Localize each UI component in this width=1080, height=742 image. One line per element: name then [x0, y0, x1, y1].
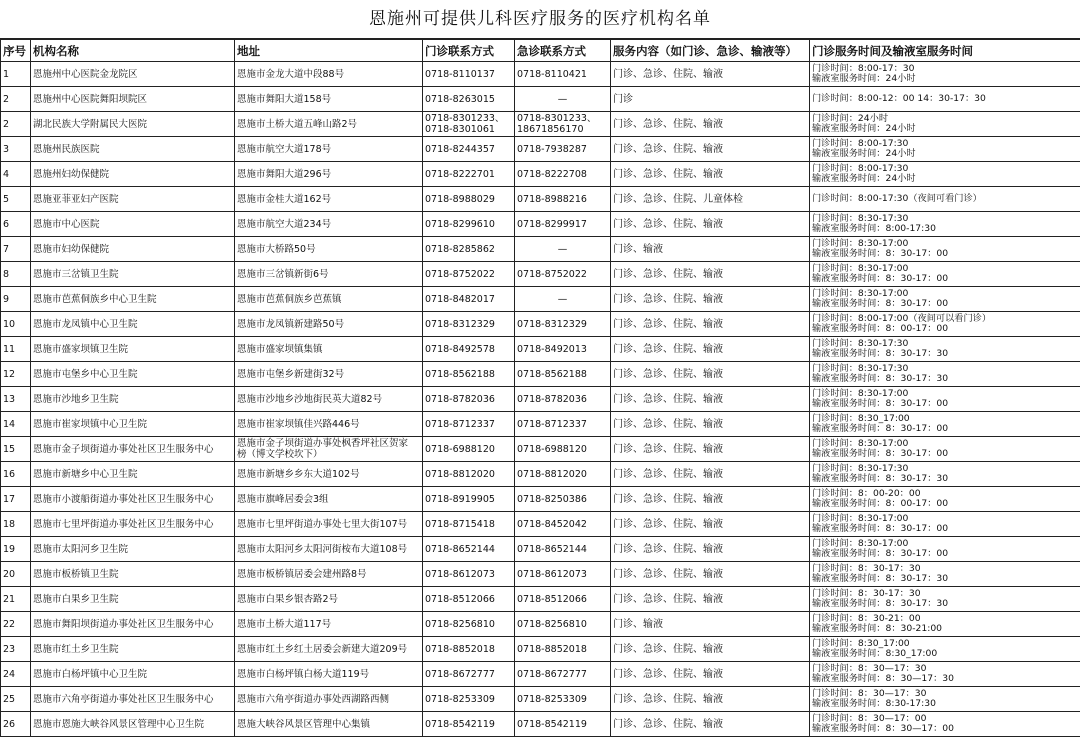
row-number: 22	[1, 612, 31, 637]
address: 恩施市土桥大道五峰山路2号	[235, 112, 423, 137]
institution-name: 恩施市龙凤镇中心卫生院	[31, 312, 235, 337]
table-row	[1, 337, 1080, 362]
col-header-no: 序号	[1, 40, 31, 62]
services: 门诊、急诊、住院、输液	[611, 712, 810, 737]
institution-name: 恩施市红土乡卫生院	[31, 637, 235, 662]
row-number: 11	[1, 337, 31, 362]
emergency-phone: 0718-6988120	[515, 437, 611, 462]
services: 门诊、急诊、住院、输液	[611, 262, 810, 287]
row-number: 2	[1, 112, 31, 137]
page-title: 恩施州可提供儿科医疗服务的医疗机构名单	[0, 0, 1080, 39]
outpatient-phone: 0718-8752022	[423, 262, 515, 287]
address: 恩施市白杨坪镇白杨大道119号	[235, 662, 423, 687]
table-row	[1, 662, 1080, 687]
service-hours: 门诊时间：8：30—17：30 输液室服务时间：8:30-17:30	[810, 687, 1080, 712]
outpatient-phone: 0718-8299610	[423, 212, 515, 237]
outpatient-phone: 0718-8110137	[423, 62, 515, 87]
service-hours: 门诊时间：8:30-17:00 输液室服务时间：8：30-17：00	[810, 387, 1080, 412]
row-number: 3	[1, 137, 31, 162]
institution-name: 恩施市金子坝街道办事处社区卫生服务中心	[31, 437, 235, 462]
address: 恩施市新塘乡乡东大道102号	[235, 462, 423, 487]
institution-name: 恩施州妇幼保健院	[31, 162, 235, 187]
institution-name: 恩施州中心医院金龙院区	[31, 62, 235, 87]
institution-name: 恩施市新塘乡中心卫生院	[31, 462, 235, 487]
table-header-row	[1, 40, 1080, 62]
address: 恩施市芭蕉侗族乡芭蕉镇	[235, 287, 423, 312]
address: 恩施市舞阳大道296号	[235, 162, 423, 187]
outpatient-phone: 0718-8652144	[423, 537, 515, 562]
outpatient-phone: 0718-8812020	[423, 462, 515, 487]
emergency-phone: 0718-8782036	[515, 387, 611, 412]
address: 恩施市三岔镇新街6号	[235, 262, 423, 287]
service-hours: 门诊时间：8：00-20：00 输液室服务时间：8：00-17：00	[810, 487, 1080, 512]
emergency-phone: 0718-8988216	[515, 187, 611, 212]
service-hours: 门诊时间：8:30-17:30 输液室服务时间：8：30-17：30	[810, 337, 1080, 362]
address: 恩施市大桥路50号	[235, 237, 423, 262]
emergency-phone: 0718-8712337	[515, 412, 611, 437]
table-row	[1, 412, 1080, 437]
address: 恩施市沙地乡沙地街民英大道82号	[235, 387, 423, 412]
service-hours: 门诊时间：8：30—17：30 输液室服务时间：8：30—17：30	[810, 662, 1080, 687]
outpatient-phone: 0718-8244357	[423, 137, 515, 162]
row-number: 20	[1, 562, 31, 587]
institution-name: 湖北民族大学附属民大医院	[31, 112, 235, 137]
emergency-phone: 0718-8256810	[515, 612, 611, 637]
outpatient-phone: 0718-8612073	[423, 562, 515, 587]
outpatient-phone: 0718-8712337	[423, 412, 515, 437]
table-row	[1, 687, 1080, 712]
emergency-phone: 0718-8512066	[515, 587, 611, 612]
emergency-phone: 0718-8542119	[515, 712, 611, 737]
address: 恩施市盛家坝镇集镇	[235, 337, 423, 362]
emergency-phone: 0718-8672777	[515, 662, 611, 687]
emergency-phone: 0718-8852018	[515, 637, 611, 662]
emergency-phone: 0718-8562188	[515, 362, 611, 387]
services: 门诊、急诊、住院、输液	[611, 137, 810, 162]
address: 恩施市航空大道234号	[235, 212, 423, 237]
emergency-phone: —	[515, 237, 611, 262]
institution-name: 恩施州中心医院舞阳坝院区	[31, 87, 235, 112]
row-number: 12	[1, 362, 31, 387]
row-number: 17	[1, 487, 31, 512]
table-row	[1, 462, 1080, 487]
row-number: 9	[1, 287, 31, 312]
emergency-phone: 0718-8110421	[515, 62, 611, 87]
row-number: 24	[1, 662, 31, 687]
services: 门诊、输液	[611, 237, 810, 262]
outpatient-phone: 0718-8542119	[423, 712, 515, 737]
institution-name: 恩施市崔家坝镇中心卫生院	[31, 412, 235, 437]
row-number: 8	[1, 262, 31, 287]
institution-name: 恩施市太阳河乡卫生院	[31, 537, 235, 562]
service-hours: 门诊时间：8:30-17:00 输液室服务时间：8：30-17：00	[810, 537, 1080, 562]
services: 门诊	[611, 87, 810, 112]
row-number: 10	[1, 312, 31, 337]
row-number: 21	[1, 587, 31, 612]
services: 门诊、急诊、住院、输液	[611, 587, 810, 612]
address: 恩施市土桥大道117号	[235, 612, 423, 637]
emergency-phone: 0718-8299917	[515, 212, 611, 237]
table-row	[1, 162, 1080, 187]
emergency-phone: 0718-8253309	[515, 687, 611, 712]
table-row	[1, 387, 1080, 412]
institution-name: 恩施市恩施大峡谷风景区管理中心卫生院	[31, 712, 235, 737]
address: 恩施市崔家坝镇佳兴路446号	[235, 412, 423, 437]
institution-name: 恩施市七里坪街道办事处社区卫生服务中心	[31, 512, 235, 537]
col-header-hours: 门诊服务时间及输液室服务时间	[810, 40, 1080, 62]
emergency-phone: 0718-8652144	[515, 537, 611, 562]
services: 门诊、急诊、住院、儿童体检	[611, 187, 810, 212]
outpatient-phone: 0718-8715418	[423, 512, 515, 537]
outpatient-phone: 0718-8492578	[423, 337, 515, 362]
table-row	[1, 237, 1080, 262]
services: 门诊、急诊、住院、输液	[611, 562, 810, 587]
outpatient-phone: 0718-8312329	[423, 312, 515, 337]
address: 恩施市金桂大道162号	[235, 187, 423, 212]
institution-name: 恩施市沙地乡卫生院	[31, 387, 235, 412]
emergency-phone: 0718-8812020	[515, 462, 611, 487]
service-hours: 门诊时间：8:30-17:30 输液室服务时间：8：30-17：30	[810, 362, 1080, 387]
row-number: 2	[1, 87, 31, 112]
service-hours: 门诊时间：8：30—17：00 输液室服务时间：8：30—17：00	[810, 712, 1080, 737]
row-number: 18	[1, 512, 31, 537]
address: 恩施市龙凤镇新建路50号	[235, 312, 423, 337]
table-row	[1, 712, 1080, 737]
address: 恩施市板桥镇居委会建州路8号	[235, 562, 423, 587]
institution-name: 恩施市六角亭街道办事处社区卫生服务中心	[31, 687, 235, 712]
services: 门诊、急诊、住院、输液	[611, 112, 810, 137]
services: 门诊、急诊、住院、输液	[611, 537, 810, 562]
service-hours: 门诊时间：8:30_17:00 输液室服务时间：8:30_17:00	[810, 637, 1080, 662]
table-row	[1, 262, 1080, 287]
services: 门诊、急诊、住院、输液	[611, 287, 810, 312]
service-hours: 门诊时间：8:30-17:30 输液室服务时间：8：30-17：30	[810, 462, 1080, 487]
row-number: 7	[1, 237, 31, 262]
emergency-phone: 0718-8492013	[515, 337, 611, 362]
institution-name: 恩施市芭蕉侗族乡中心卫生院	[31, 287, 235, 312]
emergency-phone: 0718-8301233、 18671856170	[515, 112, 611, 137]
services: 门诊、急诊、住院、输液	[611, 162, 810, 187]
service-hours: 门诊时间：8:30-17:00 输液室服务时间：8：30-17：00	[810, 287, 1080, 312]
address: 恩施市舞阳大道158号	[235, 87, 423, 112]
table-body	[1, 62, 1080, 737]
service-hours: 门诊时间：8:00-17:00（夜间可以看门诊） 输液室服务时间：8：00-17：00	[810, 312, 1080, 337]
row-number: 19	[1, 537, 31, 562]
row-number: 15	[1, 437, 31, 462]
services: 门诊、急诊、住院、输液	[611, 487, 810, 512]
table-row	[1, 512, 1080, 537]
outpatient-phone: 0718-8988029	[423, 187, 515, 212]
outpatient-phone: 0718-8512066	[423, 587, 515, 612]
outpatient-phone: 0718-8782036	[423, 387, 515, 412]
service-hours: 门诊时间：8:30-17:00 输液室服务时间：8：30-17：00	[810, 437, 1080, 462]
services: 门诊、急诊、住院、输液	[611, 362, 810, 387]
table-row	[1, 187, 1080, 212]
service-hours: 门诊时间：8:30-17:00 输液室服务时间：8：30-17：00	[810, 237, 1080, 262]
emergency-phone: 0718-8250386	[515, 487, 611, 512]
service-hours: 门诊时间：8:30-17:00 输液室服务时间：8：30-17：00	[810, 512, 1080, 537]
institution-name: 恩施市板桥镇卫生院	[31, 562, 235, 587]
institution-name: 恩施市盛家坝镇卫生院	[31, 337, 235, 362]
service-hours: 门诊时间：8:30-17:30 输液室服务时间：8:00-17:30	[810, 212, 1080, 237]
table-row	[1, 487, 1080, 512]
outpatient-phone: 0718-8562188	[423, 362, 515, 387]
row-number: 14	[1, 412, 31, 437]
col-header-services: 服务内容（如门诊、急诊、输液等）	[611, 40, 810, 62]
emergency-phone: 0718-8612073	[515, 562, 611, 587]
table-row	[1, 287, 1080, 312]
row-number: 23	[1, 637, 31, 662]
col-header-address: 地址	[235, 40, 423, 62]
outpatient-phone: 0718-8672777	[423, 662, 515, 687]
institution-name: 恩施州民族医院	[31, 137, 235, 162]
row-number: 25	[1, 687, 31, 712]
emergency-phone: 0718-7938287	[515, 137, 611, 162]
outpatient-phone: 0718-6988120	[423, 437, 515, 462]
institution-name: 恩施市三岔镇卫生院	[31, 262, 235, 287]
outpatient-phone: 0718-8222701	[423, 162, 515, 187]
institution-name: 恩施市舞阳坝街道办事处社区卫生服务中心	[31, 612, 235, 637]
service-hours: 门诊时间：8:00-17:30 输液室服务时间：24小时	[810, 137, 1080, 162]
services: 门诊、急诊、住院、输液	[611, 462, 810, 487]
service-hours: 门诊时间：8:00-12：00 14：30-17：30	[810, 87, 1080, 112]
outpatient-phone: 0718-8852018	[423, 637, 515, 662]
institution-name: 恩施亚菲亚妇产医院	[31, 187, 235, 212]
outpatient-phone: 0718-8285862	[423, 237, 515, 262]
service-hours: 门诊时间：8:00-17:30 输液室服务时间：24小时	[810, 162, 1080, 187]
table-row	[1, 437, 1080, 462]
address: 恩施市七里坪街道办事处七里大街107号	[235, 512, 423, 537]
row-number: 13	[1, 387, 31, 412]
table-row	[1, 362, 1080, 387]
address: 恩施市屯堡乡新建街32号	[235, 362, 423, 387]
table-row	[1, 587, 1080, 612]
service-hours: 门诊时间：8:00-17:30（夜间可看门诊）	[810, 187, 1080, 212]
table-row	[1, 137, 1080, 162]
services: 门诊、急诊、住院、输液	[611, 512, 810, 537]
services: 门诊、急诊、住院、输液	[611, 412, 810, 437]
emergency-phone: —	[515, 287, 611, 312]
col-header-name: 机构名称	[31, 40, 235, 62]
table-row	[1, 612, 1080, 637]
col-header-opd-phone: 门诊联系方式	[423, 40, 515, 62]
row-number: 1	[1, 62, 31, 87]
emergency-phone: —	[515, 87, 611, 112]
institution-name: 恩施市中心医院	[31, 212, 235, 237]
services: 门诊、急诊、住院、输液	[611, 662, 810, 687]
institution-name: 恩施市妇幼保健院	[31, 237, 235, 262]
table-row	[1, 212, 1080, 237]
address: 恩施市六角亭街道办事处西湖路西侧	[235, 687, 423, 712]
institution-name: 恩施市屯堡乡中心卫生院	[31, 362, 235, 387]
outpatient-phone: 0718-8263015	[423, 87, 515, 112]
emergency-phone: 0718-8312329	[515, 312, 611, 337]
address: 恩施市金子坝街道办事处枫香坪社区贺家 榜（博文学校坎下）	[235, 437, 423, 462]
outpatient-phone: 0718-8482017	[423, 287, 515, 312]
service-hours: 门诊时间：8:30-17:00 输液室服务时间：8：30-17：00	[810, 262, 1080, 287]
services: 门诊、急诊、住院、输液	[611, 637, 810, 662]
service-hours: 门诊时间：24小时 输液室服务时间：24小时	[810, 112, 1080, 137]
emergency-phone: 0718-8222708	[515, 162, 611, 187]
outpatient-phone: 0718-8301233、 0718-8301061	[423, 112, 515, 137]
services: 门诊、急诊、住院、输液	[611, 62, 810, 87]
table-row	[1, 62, 1080, 87]
row-number: 6	[1, 212, 31, 237]
institution-table	[0, 39, 1080, 737]
address: 恩施市红土乡红土居委会新建大道209号	[235, 637, 423, 662]
address: 恩施市金龙大道中段88号	[235, 62, 423, 87]
emergency-phone: 0718-8452042	[515, 512, 611, 537]
address: 恩施市太阳河乡太阳河街桉布大道108号	[235, 537, 423, 562]
services: 门诊、急诊、住院、输液	[611, 437, 810, 462]
table-row	[1, 637, 1080, 662]
address: 恩施市旗峰居委会3组	[235, 487, 423, 512]
address: 恩施市白果乡银杏路2号	[235, 587, 423, 612]
row-number: 16	[1, 462, 31, 487]
address: 恩施大峡谷风景区管理中心集镇	[235, 712, 423, 737]
service-hours: 门诊时间：8：30-21：00 输液室服务时间：8：30-21:00	[810, 612, 1080, 637]
table-row	[1, 87, 1080, 112]
col-header-er-phone: 急诊联系方式	[515, 40, 611, 62]
address: 恩施市航空大道178号	[235, 137, 423, 162]
row-number: 5	[1, 187, 31, 212]
institution-name: 恩施市小渡船街道办事处社区卫生服务中心	[31, 487, 235, 512]
services: 门诊、急诊、住院、输液	[611, 387, 810, 412]
services: 门诊、急诊、住院、输液	[611, 212, 810, 237]
services: 门诊、急诊、住院、输液	[611, 687, 810, 712]
outpatient-phone: 0718-8919905	[423, 487, 515, 512]
services: 门诊、急诊、住院、输液	[611, 312, 810, 337]
service-hours: 门诊时间：8：30-17：30 输液室服务时间：8：30-17：30	[810, 562, 1080, 587]
table-row	[1, 112, 1080, 137]
row-number: 26	[1, 712, 31, 737]
table-row	[1, 562, 1080, 587]
service-hours: 门诊时间：8:00-17：30 输液室服务时间：24小时	[810, 62, 1080, 87]
services: 门诊、急诊、住院、输液	[611, 337, 810, 362]
table-row	[1, 312, 1080, 337]
institution-name: 恩施市白杨坪镇中心卫生院	[31, 662, 235, 687]
services: 门诊、输液	[611, 612, 810, 637]
service-hours: 门诊时间：8：30-17：30 输液室服务时间：8：30-17：30	[810, 587, 1080, 612]
institution-name: 恩施市白果乡卫生院	[31, 587, 235, 612]
outpatient-phone: 0718-8253309	[423, 687, 515, 712]
emergency-phone: 0718-8752022	[515, 262, 611, 287]
service-hours: 门诊时间：8:30_17:00 输液室服务时间：8：30-17：00	[810, 412, 1080, 437]
table-row	[1, 537, 1080, 562]
row-number: 4	[1, 162, 31, 187]
outpatient-phone: 0718-8256810	[423, 612, 515, 637]
